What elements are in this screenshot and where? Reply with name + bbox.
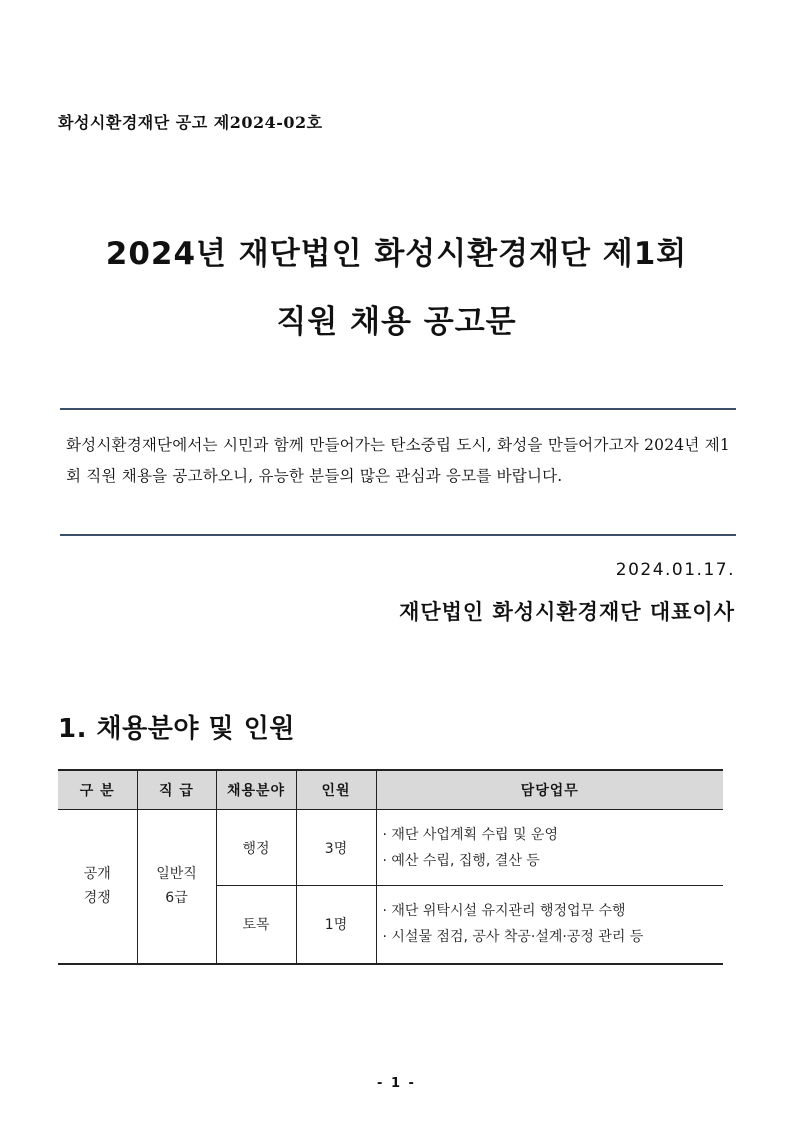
header-field: 채용분야 (216, 770, 296, 810)
page-number: - 1 - (377, 1076, 416, 1091)
table-header-row (58, 770, 723, 810)
intro-paragraph: 화성시환경재단에서는 시민과 함께 만들어가는 탄소중립 도시, 화성을 만들어가고자 2024년 제1회 직원 채용을 공고하오니, 유능한 분들의 많은 관심과 응모를 바랍니다. (66, 436, 730, 485)
cell-count: 1명 (296, 886, 376, 964)
duty-item: · 재단 위탁시설 유지관리 행정업무 수행 (382, 903, 626, 920)
document-title-line1: 2024년 재단법인 화성시환경재단 제1회 (105, 236, 688, 272)
intro-box (60, 408, 736, 536)
section-heading-recruitment: 1. 채용분야 및 인원 (58, 714, 295, 744)
notice-number: 화성시환경재단 공고 제2024-02호 (58, 113, 323, 132)
signer: 재단법인 화성시환경재단 대표이사 (399, 599, 735, 624)
recruitment-table (58, 769, 723, 965)
cell-duties (376, 810, 723, 886)
header-category: 구 분 (58, 770, 137, 810)
header-duties: 담당업무 (376, 770, 723, 810)
grade-line: 6급 (165, 890, 188, 907)
duty-item: · 예산 수립, 집행, 결산 등 (382, 852, 540, 869)
category-line: 공개 (83, 866, 111, 883)
header-grade: 직 급 (137, 770, 216, 810)
header-count: 인원 (296, 770, 376, 810)
table-row (58, 810, 723, 886)
grade-line: 일반직 (156, 866, 197, 883)
duty-item: · 재단 사업계획 수립 및 운영 (382, 826, 558, 843)
duty-item: · 시설물 점검, 공사 착공·설계·공정 관리 등 (382, 929, 644, 946)
cell-field: 행정 (216, 810, 296, 886)
document-title-line2: 직원 채용 공고문 (276, 304, 517, 340)
cell-field: 토목 (216, 886, 296, 964)
category-line: 경쟁 (83, 890, 111, 907)
cell-category (58, 810, 137, 964)
cell-duties (376, 886, 723, 964)
cell-grade (137, 810, 216, 964)
announcement-date: 2024.01.17. (615, 560, 735, 580)
cell-count: 3명 (296, 810, 376, 886)
